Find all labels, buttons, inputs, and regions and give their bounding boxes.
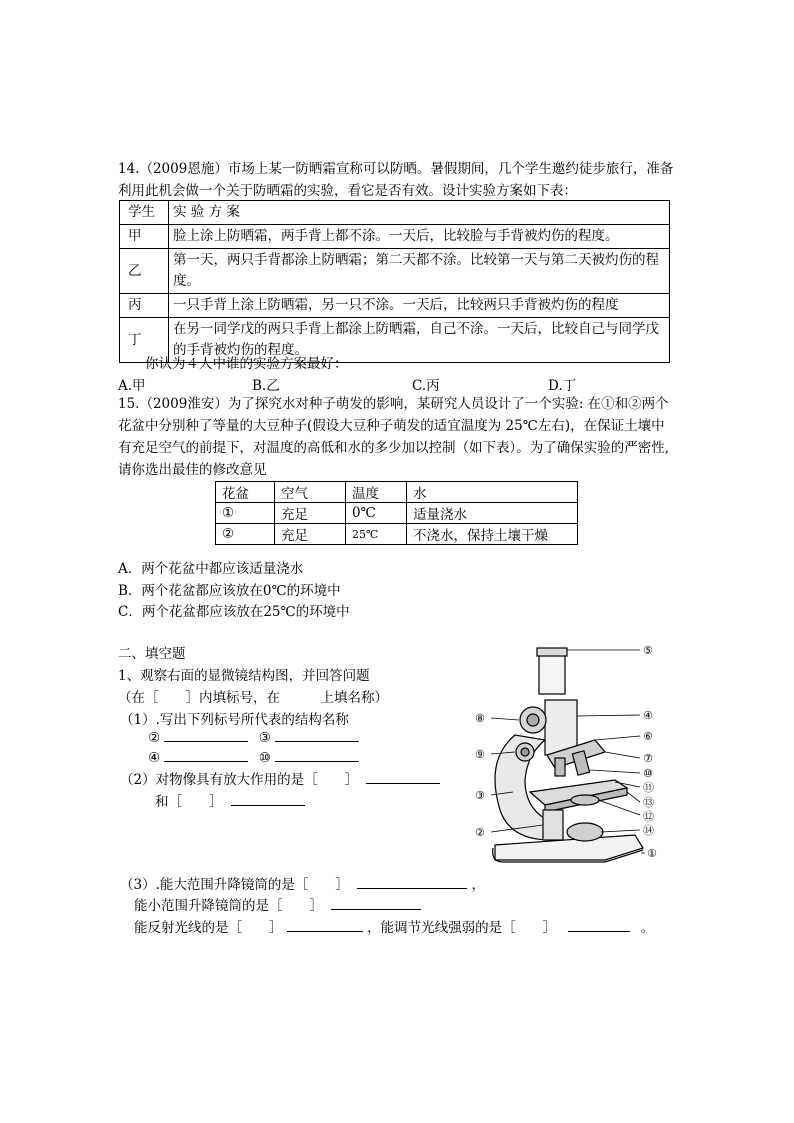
q14-text: 14.（2009恩施）市场上某一防晒霜宣称可以防晒。暑假期间，几个学生邀约徒步旅行，准备利用此机会做一个关于防晒霜的实验，看它是否有效。设计实验方案如下表： bbox=[118, 161, 674, 199]
table-cell: 丙 bbox=[120, 294, 169, 318]
fill-q1-note: （在［ ］内填标号，在 上填名称） bbox=[118, 690, 388, 706]
q15-text: 15.（2009淮安）为了探究水对种子萌发的影响，某研究人员设计了一个实验: 在①和②两个花盆中分别种了等量的大豆种子(假设大豆种子萌发的适宜温度为 25℃左右)，在保证土壤中有充足空气的前提下，对温度的高低和水的多少加以控制（如下表）。为了确保实验的严密性,请你选出最佳的修改意见 bbox=[118, 396, 670, 478]
figure-label: ⑦ bbox=[643, 752, 653, 765]
table-cell: 0℃ bbox=[346, 503, 407, 524]
answer-blank[interactable] bbox=[275, 747, 359, 762]
table-cell: 不浇水，保持土壤干燥 bbox=[407, 524, 578, 545]
answer-blank[interactable] bbox=[366, 769, 440, 784]
table-cell: 在另一同学戊的两只手背上都涂上防晒霜，自己不涂。一天后，比较自己与同学戊的手背被灼伤的程度。 bbox=[169, 318, 670, 363]
fill-q1-sub1: （1）.写出下列标号所代表的结构名称 bbox=[120, 712, 349, 728]
mark-label: ⑩ bbox=[258, 750, 271, 766]
fill-q1-sub3b bbox=[134, 894, 421, 914]
mark-label: ④ bbox=[148, 750, 161, 766]
figure-label: ⑪ bbox=[643, 781, 654, 794]
table-cell: 充足 bbox=[275, 524, 346, 545]
answer-blank[interactable] bbox=[231, 791, 305, 806]
figure-label: ⑥ bbox=[643, 730, 653, 743]
table-cell: ② bbox=[216, 524, 275, 545]
sub2-text: （2）对物像具有放大作用的是［ ］ bbox=[120, 772, 359, 788]
table-header-cell: 实 验 方 案 bbox=[169, 201, 670, 225]
microscope-diagram bbox=[455, 640, 680, 872]
fill-q1-sub2 bbox=[120, 768, 440, 788]
table-row bbox=[216, 524, 578, 545]
fill-q1-sub3c bbox=[134, 916, 654, 936]
table-header-cell: 空气 bbox=[275, 482, 346, 503]
figure-label: ⑤ bbox=[643, 644, 653, 657]
figure-label: ⑬ bbox=[643, 796, 654, 809]
fill-q1-title: 1、观察右面的显微镜结构图，并回答问题 bbox=[118, 668, 370, 684]
fill-q1-sub2b bbox=[155, 790, 305, 810]
table-header-cell: 花盆 bbox=[216, 482, 275, 503]
table-row bbox=[120, 249, 670, 294]
q14-table bbox=[119, 200, 670, 363]
table-cell: 充足 bbox=[275, 503, 346, 524]
figure-label: ④ bbox=[643, 709, 653, 722]
answer-blank[interactable] bbox=[357, 874, 467, 889]
figure-label: ⑭ bbox=[643, 824, 654, 837]
q14-option-d: D.丁 bbox=[548, 378, 577, 394]
blank-row-1 bbox=[148, 727, 359, 746]
q14-option-c: C.丙 bbox=[412, 378, 440, 394]
q14-prompt: 你认为４人中谁的实验方案最好： bbox=[145, 356, 348, 372]
table-cell: 乙 bbox=[120, 249, 169, 294]
table-row bbox=[120, 225, 670, 249]
q14-option-a: A.甲 bbox=[118, 378, 146, 394]
table-header-cell: 学生 bbox=[120, 201, 169, 225]
q15-option-c: C．两个花盆都应该放在25℃的环境中 bbox=[118, 604, 350, 620]
sub3b-text: 能小范围升降镜筒的是［ ］ bbox=[134, 898, 323, 914]
figure-label: ⑨ bbox=[475, 748, 485, 761]
table-row bbox=[120, 294, 670, 318]
answer-blank[interactable] bbox=[331, 895, 421, 910]
q15-table bbox=[215, 481, 578, 545]
figure-label: ⑩ bbox=[643, 767, 653, 780]
table-cell: 脸上涂上防晒霜，两手背上都不涂。一天后，比较脸与手背被灼伤的程度。 bbox=[169, 225, 670, 249]
table-header-row bbox=[216, 482, 578, 503]
blank-row-2 bbox=[148, 747, 359, 766]
table-cell: 甲 bbox=[120, 225, 169, 249]
sub3c-text: 能反射光线的是［ ］ bbox=[134, 920, 283, 936]
fill-q1-sub3a bbox=[120, 873, 485, 893]
q14-option-b: B.乙 bbox=[252, 378, 280, 394]
figure-label: ③ bbox=[475, 789, 485, 802]
sub3d-text: ，能调节光线强弱的是［ ］ bbox=[367, 920, 557, 936]
answer-blank[interactable] bbox=[275, 727, 359, 742]
q15-option-a: A．两个花盆中都应该适量浇水 bbox=[118, 561, 304, 577]
period: 。 bbox=[640, 920, 655, 936]
sub3a-text: （3）.能大范围升降镜筒的是［ ］ bbox=[120, 877, 349, 893]
table-cell: 25℃ bbox=[346, 524, 407, 545]
figure-label: ② bbox=[475, 826, 485, 839]
table-cell: 丁 bbox=[120, 318, 169, 363]
table-cell: ① bbox=[216, 503, 275, 524]
table-header-cell: 水 bbox=[407, 482, 578, 503]
table-cell: 适量浇水 bbox=[407, 503, 578, 524]
table-row bbox=[216, 503, 578, 524]
q15-option-b: B．两个花盆都应该放在0℃的环境中 bbox=[118, 583, 341, 599]
answer-blank[interactable] bbox=[164, 727, 248, 742]
table-header-cell: 温度 bbox=[346, 482, 407, 503]
table-cell: 第一天，两只手背都涂上防晒霜；第二天都不涂。比较第一天与第二天被灼伤的程度。 bbox=[169, 249, 670, 294]
mark-label: ② bbox=[148, 730, 161, 746]
answer-blank[interactable] bbox=[568, 917, 630, 932]
table-cell: 一只手背上涂上防晒霜，另一只不涂。一天后，比较两只手背被灼伤的程度 bbox=[169, 294, 670, 318]
mark-label: ③ bbox=[258, 730, 271, 746]
section-title: 二、填空题 bbox=[118, 646, 186, 662]
figure-label: ⑧ bbox=[475, 712, 485, 725]
comma: ， bbox=[471, 877, 485, 893]
answer-blank[interactable] bbox=[164, 747, 248, 762]
figure-label: ⑫ bbox=[643, 810, 654, 823]
table-header-row bbox=[120, 201, 670, 225]
sub2b-text: 和［ ］ bbox=[155, 794, 223, 810]
figure-label: ① bbox=[647, 847, 657, 860]
answer-blank[interactable] bbox=[287, 917, 363, 932]
